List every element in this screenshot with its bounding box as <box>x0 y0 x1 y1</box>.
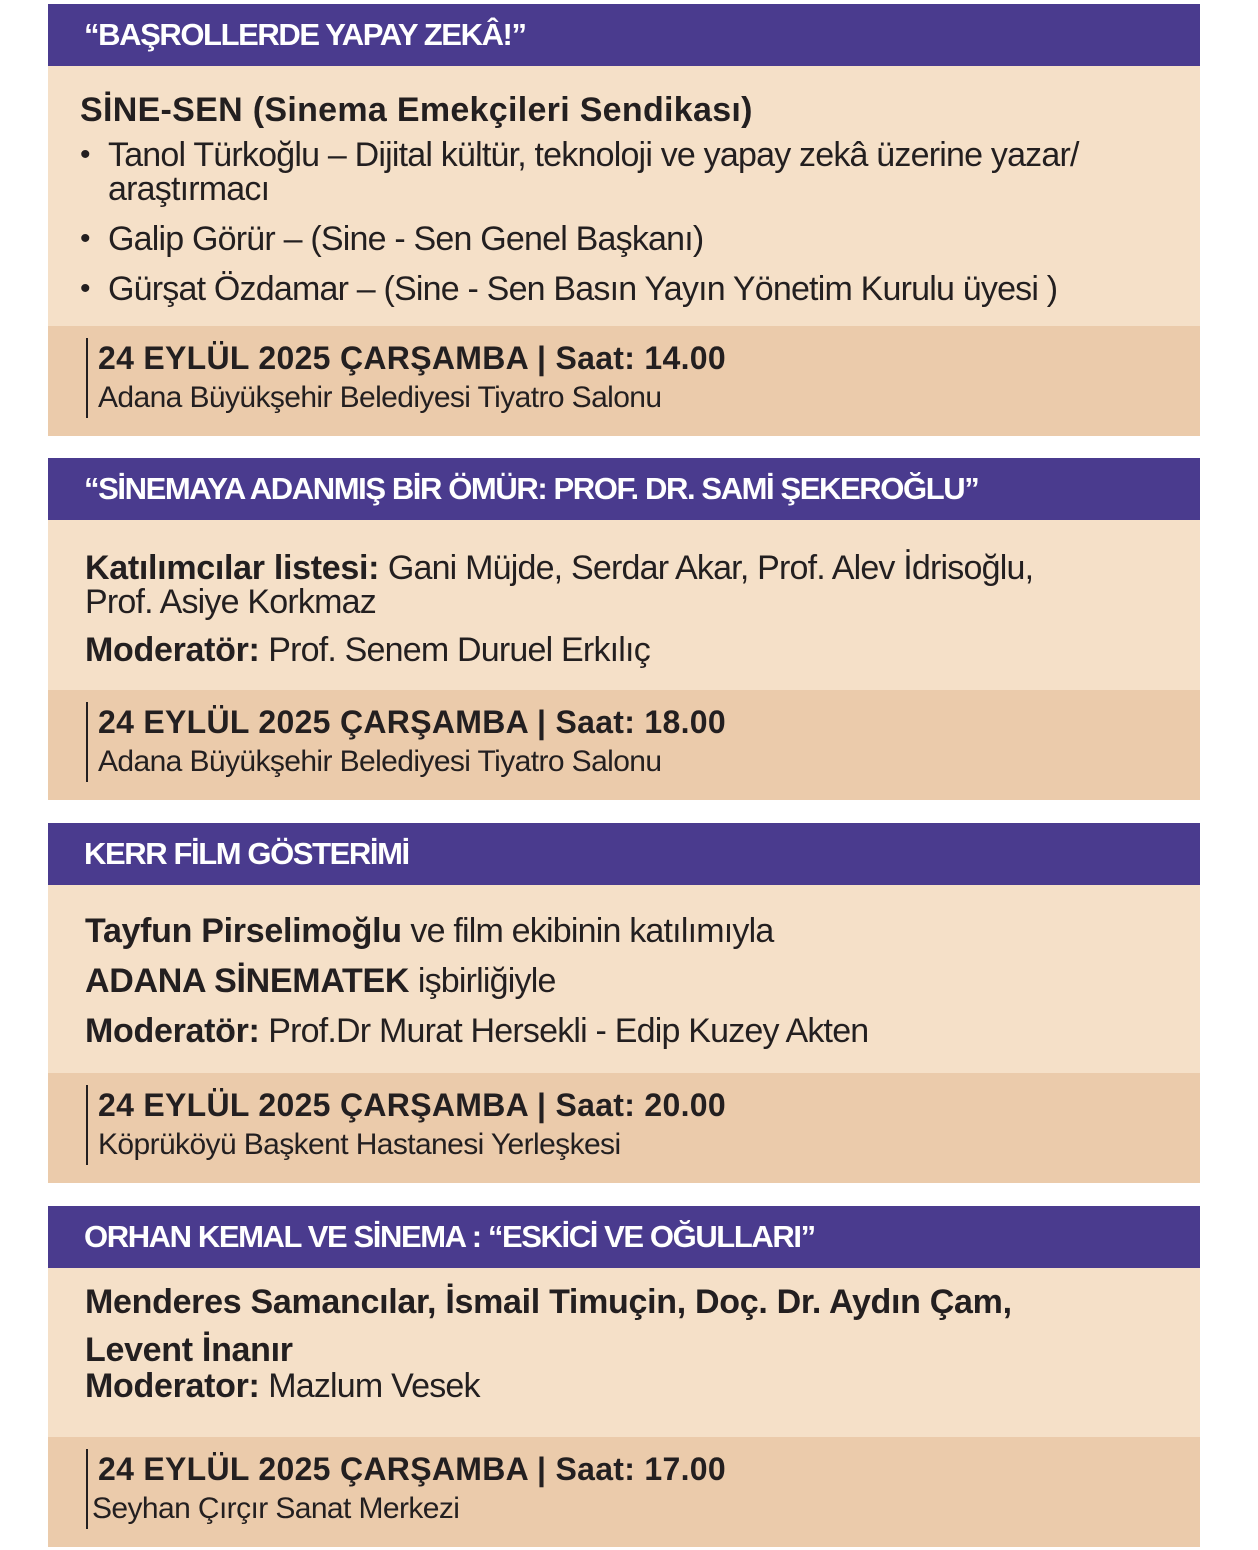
list-item-text: Gürşat Özdamar – (Sine - Sen Basın Yayın Yönetim Kurulu üyesi ) <box>108 270 1058 308</box>
event-datetime: 24 EYLÜL 2025 ÇARŞAMBA | Saat: 18.00 <box>86 702 1200 742</box>
event-datetime: 24 EYLÜL 2025 ÇARŞAMBA | Saat: 17.00 <box>86 1449 1200 1489</box>
bullet-icon: • <box>80 138 90 171</box>
list-item-text: Tanol Türkoğlu – Dijital kültür, teknoloji ve yapay zekâ üzerine yazar/ <box>108 136 1079 174</box>
event-title: “SİNEMAYA ADANMIŞ BİR ÖMÜR: PROF. DR. SAMİ ŞEKEROĞLU” <box>48 458 1200 520</box>
event-footer <box>48 1073 1200 1183</box>
organizer-name: SİNE-SEN (Sinema Emekçileri Sendikası) <box>80 91 753 129</box>
moderator-name: Mazlum Vesek <box>268 1367 480 1405</box>
event-card-2 <box>48 458 1200 800</box>
list-item-text: araştırmacı <box>108 170 270 208</box>
event-footer <box>48 690 1200 800</box>
partner-text: işbirliğiyle <box>417 962 556 1000</box>
event-card-1 <box>48 4 1200 436</box>
list-item <box>80 138 1200 206</box>
moderator-label: Moderator: <box>85 1367 260 1405</box>
bullet-icon: • <box>80 222 90 255</box>
event-footer <box>48 326 1200 436</box>
event-body <box>48 520 1200 690</box>
list-item <box>80 272 1200 306</box>
event-datetime: 24 EYLÜL 2025 ÇARŞAMBA | Saat: 14.00 <box>86 338 1200 378</box>
participants-label: Katılımcılar listesi: <box>85 549 380 587</box>
event-venue: Adana Büyükşehir Belediyesi Tiyatro Salonu <box>86 742 1200 782</box>
participants-names: Gani Müjde, Serdar Akar, Prof. Alev İdrisoğlu, <box>387 549 1034 587</box>
list-item-text: Galip Görür – (Sine - Sen Genel Başkanı) <box>108 220 704 258</box>
moderator-name: Prof.Dr Murat Hersekli - Edip Kuzey Akten <box>268 1012 869 1050</box>
participants-names-cont: Prof. Asiye Korkmaz <box>85 583 376 621</box>
partner-line <box>85 963 1200 999</box>
moderator-label: Moderatör: <box>85 1012 260 1050</box>
event-footer <box>48 1437 1200 1547</box>
director-text: ve film ekibinin katılımıyla <box>410 912 774 950</box>
moderator-line <box>85 1013 1200 1049</box>
moderator-line <box>85 1368 1200 1404</box>
event-card-3 <box>48 823 1200 1183</box>
event-card-4 <box>48 1206 1200 1547</box>
participants-line: Menderes Samancılar, İsmail Timuçin, Doç. Dr. Aydın Çam, <box>85 1283 1012 1321</box>
moderator-line <box>85 632 1200 668</box>
bullet-icon: • <box>80 272 90 305</box>
event-title: KERR FİLM GÖSTERİMİ <box>48 823 1200 885</box>
participants-line: Levent İnanır <box>85 1331 293 1369</box>
partner-name: ADANA SİNEMATEK <box>85 962 410 1000</box>
director-line <box>85 913 1200 949</box>
event-venue: Adana Büyükşehir Belediyesi Tiyatro Salonu <box>86 378 1200 418</box>
participants-names <box>85 1284 1200 1368</box>
event-datetime: 24 EYLÜL 2025 ÇARŞAMBA | Saat: 20.00 <box>86 1085 1200 1125</box>
moderator-name: Prof. Senem Duruel Erkılıç <box>268 631 650 669</box>
list-item <box>80 222 1200 256</box>
event-venue: Seyhan Çırçır Sanat Merkezi <box>86 1489 1200 1529</box>
event-body <box>48 885 1200 1073</box>
moderator-label: Moderatör: <box>85 631 260 669</box>
event-title: ORHAN KEMAL VE SİNEMA : “ESKİCİ VE OĞULLARI” <box>48 1206 1200 1268</box>
event-venue: Köprüköyü Başkent Hastanesi Yerleşkesi <box>86 1125 1200 1165</box>
director-name: Tayfun Pirselimoğlu <box>85 912 402 950</box>
event-body <box>48 1268 1200 1437</box>
event-body <box>48 66 1200 326</box>
event-title: “BAŞROLLERDE YAPAY ZEKÂ!” <box>48 4 1200 66</box>
participants-line <box>85 550 1200 586</box>
